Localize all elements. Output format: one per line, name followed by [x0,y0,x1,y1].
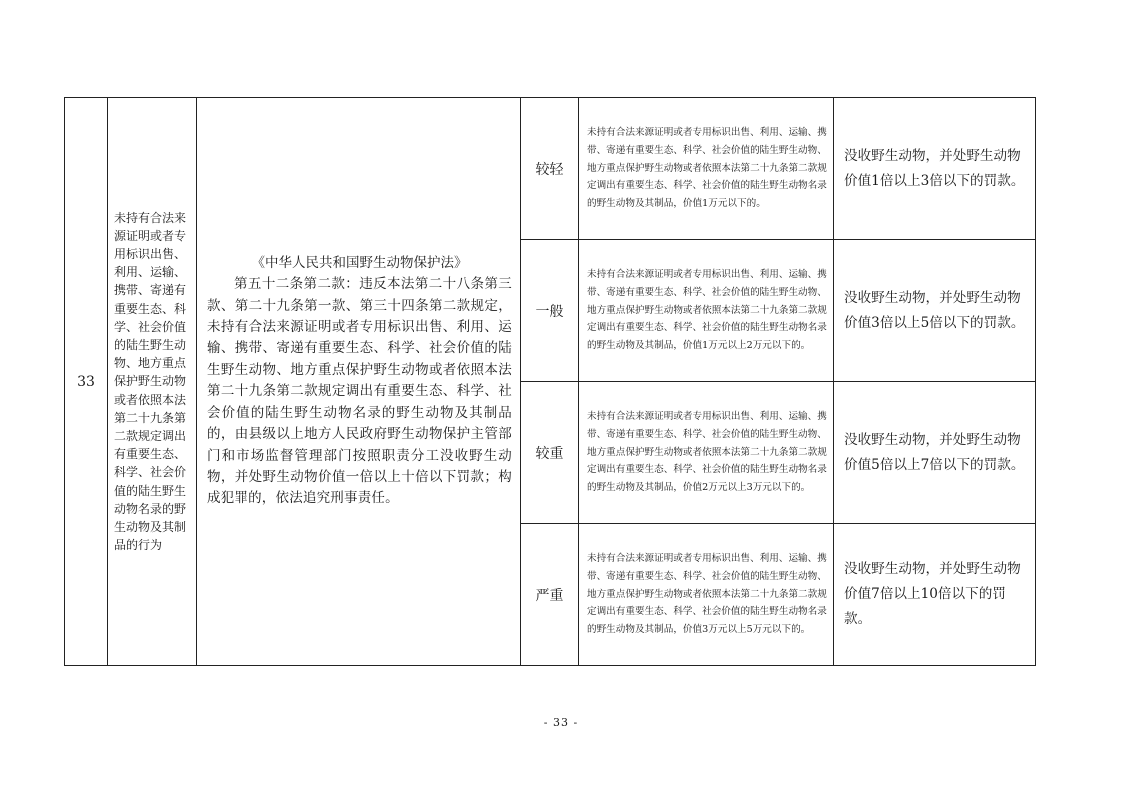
level-penalty: 没收野生动物，并处野生动物价值3倍以上5倍以下的罚款。 [834,240,1036,382]
level-label: 较轻 [521,98,579,240]
legal-basis-cell [197,98,521,666]
law-title: 《中华人民共和国野生动物保护法》 [251,255,468,272]
penalty-table [64,97,1036,666]
level-penalty: 没收野生动物，并处野生动物价值7倍以上10倍以下的罚款。 [834,524,1036,666]
level-penalty: 没收野生动物，并处野生动物价值1倍以上3倍以下的罚款。 [834,98,1036,240]
level-condition: 未持有合法来源证明或者专用标识出售、利用、运输、携带、寄递有重要生态、科学、社会价值的陆生野生动物、地方重点保护野生动物或者依照本法第二十九条第二款规定调出有重要生态、科学、社会价值的陆生野生动物名录的野生动物及其制品，价值1万元以上2万元以下的。 [579,240,834,382]
violation-act-cell [108,98,197,666]
level-label: 严重 [521,524,579,666]
law-article: 第五十二条第二款：违反本法第二十八条第三款、第二十九条第一款、第三十四条第二款规定，未持有合法来源证明或者专用标识出售、利用、运输、携带、寄递有重要生态、科学、社会价值的陆生野生动物、地方重点保护野生动物或者依照本法第二十九条第二款规定调出有重要生态、科学、社会价值的陆生野生动物名录的野生动物及其制品的，由县级以上地方人民政府野生动物保护主管部门和市场监督管理部门按照职责分工没收野生动物，并处野生动物价值一倍以上十倍以下罚款；构成犯罪的，依法追究刑事责任。 [207,276,512,507]
level-condition: 未持有合法来源证明或者专用标识出售、利用、运输、携带、寄递有重要生态、科学、社会价值的陆生野生动物、地方重点保护野生动物或者依照本法第二十九条第二款规定调出有重要生态、科学、社会价值的陆生野生动物名录的野生动物及其制品，价值3万元以上5万元以下的。 [579,524,834,666]
level-label: 较重 [521,382,579,524]
table-row [65,98,1036,240]
page-number: - 33 - [543,716,579,729]
level-penalty: 没收野生动物，并处野生动物价值5倍以上7倍以下的罚款。 [834,382,1036,524]
level-condition: 未持有合法来源证明或者专用标识出售、利用、运输、携带、寄递有重要生态、科学、社会价值的陆生野生动物、地方重点保护野生动物或者依照本法第二十九条第二款规定调出有重要生态、科学、社会价值的陆生野生动物名录的野生动物及其制品，价值2万元以上3万元以下的。 [579,382,834,524]
level-label: 一般 [521,240,579,382]
violation-act: 未持有合法来源证明或者专用标识出售、利用、运输、携带、寄递有重要生态、科学、社会价值的陆生野生动物、地方重点保护野生动物或者依照本法第二十九条第二款规定调出有重要生态、科学、社会价值的陆生野生动物名录的野生动物及其制品的行为 [114,210,187,553]
level-condition: 未持有合法来源证明或者专用标识出售、利用、运输、携带、寄递有重要生态、科学、社会价值的陆生野生动物、地方重点保护野生动物或者依照本法第二十九条第二款规定调出有重要生态、科学、社会价值的陆生野生动物名录的野生动物及其制品，价值1万元以下的。 [579,98,834,240]
row-number: 33 [65,98,108,666]
